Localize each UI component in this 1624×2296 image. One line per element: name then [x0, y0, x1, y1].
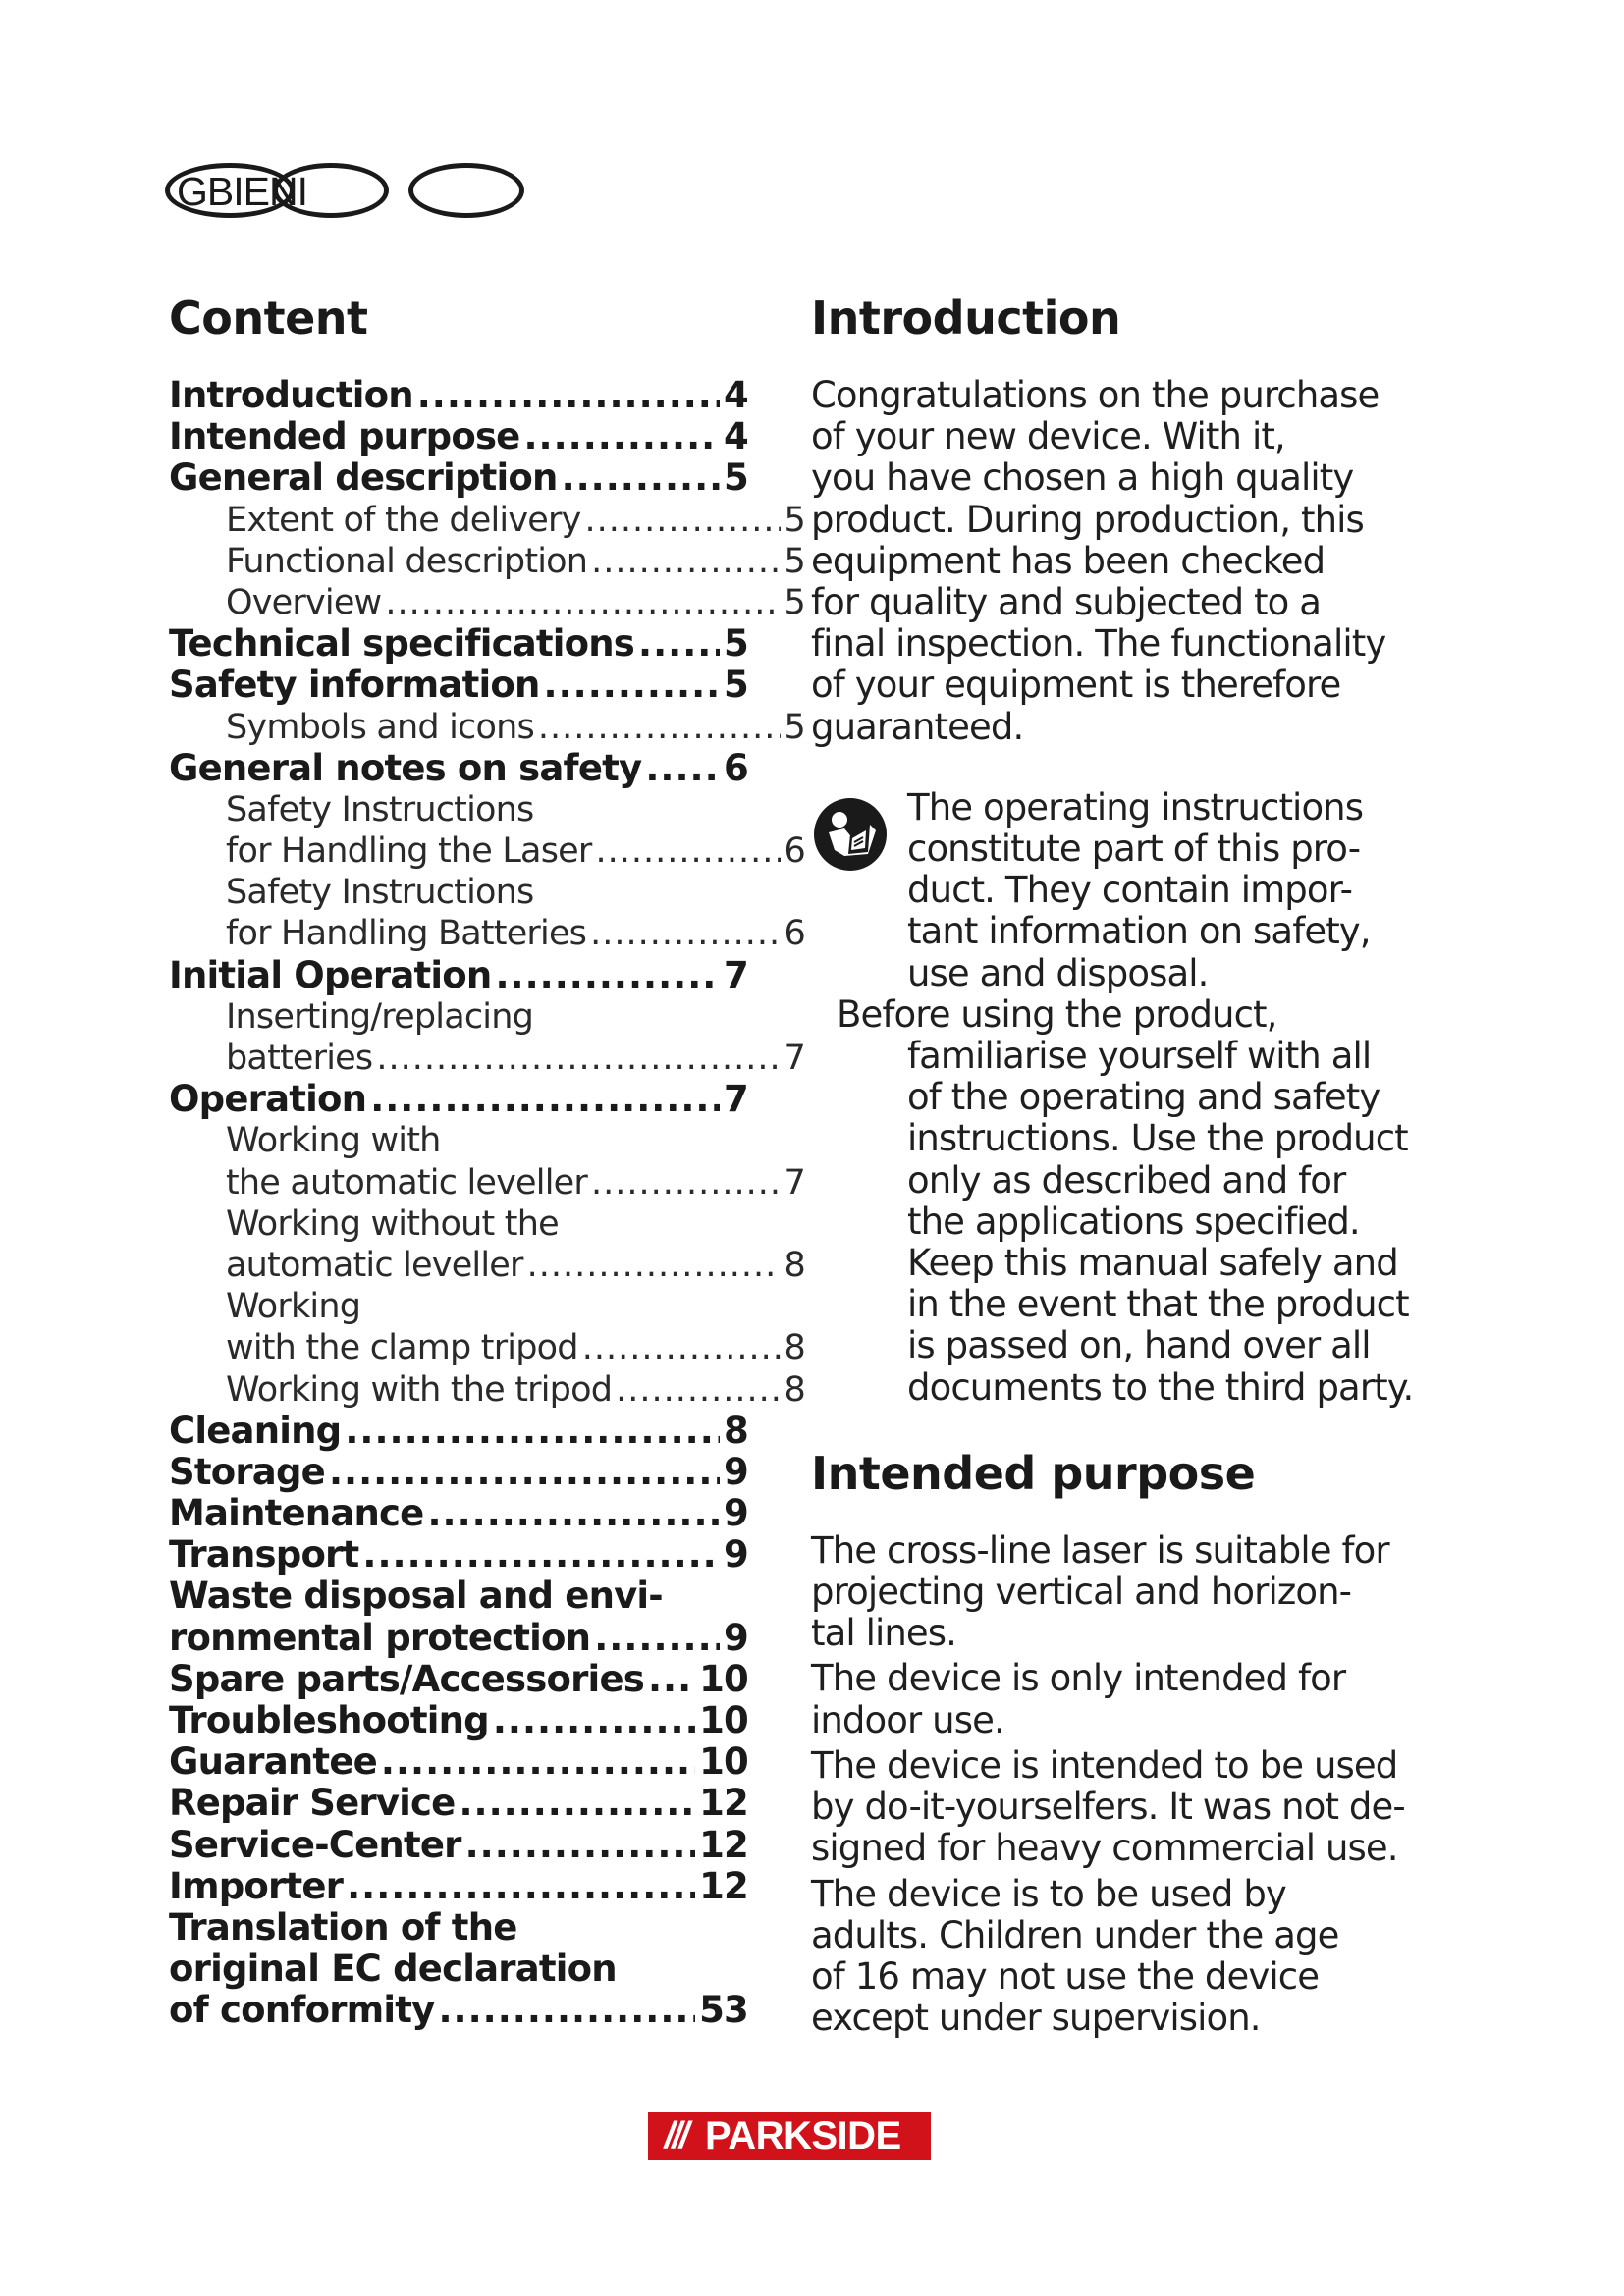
toc-leader-dots [362, 1534, 720, 1575]
toc-entry-title: General description [169, 456, 558, 500]
toc-leader-dots [523, 416, 720, 457]
toc-entry-page: 5 [784, 582, 805, 622]
text-line: only as described and for [907, 1158, 1346, 1201]
toc-leader-dots [590, 913, 780, 954]
toc-entry [169, 1783, 748, 1824]
toc-entry [169, 1659, 748, 1700]
toc-leader-dots [594, 1618, 720, 1659]
toc-entry-title: Storage [169, 1450, 325, 1493]
manual-note [811, 787, 1420, 1409]
toc-entry [169, 1038, 805, 1079]
toc-entry-page: 5 [724, 456, 748, 500]
text-line: Keep this manual safely and [907, 1242, 1398, 1285]
toc-leader-dots [345, 1411, 720, 1452]
toc-entry [169, 541, 805, 582]
toc-leader-dots [381, 1741, 695, 1783]
text-line: by do-it-yourselfers. It was not de- [811, 1786, 1405, 1829]
toc-entry-page: 8 [784, 1245, 805, 1285]
read-manual-icon [811, 795, 890, 874]
toc-entry-page: 4 [724, 415, 748, 458]
toc-entry-title: Functional description [226, 541, 588, 581]
toc-entry-title: Working with [226, 1121, 441, 1161]
parkside-logo [648, 2112, 931, 2160]
toc-entry-title: Inserting/replacing [226, 996, 534, 1037]
toc-entry-title: Extent of the delivery [226, 500, 581, 540]
toc-entry-page: 5 [724, 622, 748, 666]
text-line: duct. They contain impor- [907, 869, 1353, 912]
text-line: The operating instructions [907, 785, 1364, 828]
toc-entry-page: 9 [724, 1450, 748, 1493]
toc-entry-page: 6 [784, 914, 805, 954]
note-text-line: Before using the product, [837, 992, 1277, 1036]
toc-entry-page: 5 [784, 500, 805, 540]
toc-entry-title: Waste disposal and envi- [169, 1575, 663, 1618]
toc-entry [169, 1741, 748, 1783]
toc-leader-dots [638, 623, 720, 665]
toc-entry [169, 1452, 748, 1493]
toc-leader-dots [582, 1327, 781, 1368]
toc-entry [169, 1162, 805, 1203]
toc-entry [169, 1079, 748, 1120]
table-of-contents [169, 291, 805, 2032]
toc-leader-dots [385, 582, 780, 623]
language-badge-oval [408, 163, 524, 218]
note-text [811, 1036, 1420, 1409]
text-line: final inspection. The functionality [811, 622, 1386, 666]
toc-entry-title: of conformity [169, 1989, 435, 2032]
toc-entry [169, 1369, 805, 1411]
text-line: in the event that the product [907, 1283, 1409, 1326]
text-line: equipment has been checked [811, 539, 1326, 582]
toc-entry-title: the automatic leveller [226, 1162, 587, 1202]
toc-entry-page: 12 [699, 1864, 748, 1907]
toc-entry-title: Transport [169, 1533, 359, 1576]
toc-entry [169, 500, 805, 541]
toc-entry [169, 1493, 748, 1534]
toc-entry-title: Safety Instructions [226, 873, 534, 913]
toc-entry-title: with the clamp tripod [226, 1328, 578, 1368]
toc-entry-page: 9 [724, 1533, 748, 1576]
toc-entry [169, 416, 748, 457]
toc-leader-dots [562, 457, 720, 499]
toc-leader-dots [465, 1825, 696, 1866]
toc-leader-dots [538, 707, 781, 748]
text-line: use and disposal. [907, 951, 1209, 994]
toc-leader-dots [417, 375, 720, 416]
toc-leader-dots [616, 1369, 780, 1411]
toc-leader-dots [439, 1990, 696, 2031]
toc-entry-page: 7 [784, 1162, 805, 1202]
toc-leader-dots [591, 541, 780, 582]
toc-leader-dots [591, 1162, 781, 1203]
paragraph [811, 1530, 1420, 1655]
toc-entry-page: 7 [724, 1078, 748, 1121]
toc-entry-title: original EC declaration [169, 1948, 617, 1991]
toc-leader-dots [427, 1493, 720, 1534]
toc-entry [169, 1120, 768, 1161]
toc-leader-dots [329, 1452, 720, 1493]
toc-entry-title: Working with the tripod [226, 1369, 613, 1410]
toc-entry-page: 7 [784, 1039, 805, 1078]
toc-entry-title: Maintenance [169, 1492, 424, 1535]
text-line: The device is intended to be used [811, 1743, 1398, 1787]
toc-entry-page: 10 [699, 1740, 748, 1784]
text-line: the applications specified. [907, 1200, 1360, 1243]
toc-entry [169, 623, 748, 665]
toc-entry-title: Guarantee [169, 1740, 377, 1784]
toc-list [169, 374, 805, 2032]
toc-entry-title: Spare parts/Accessories [169, 1657, 644, 1700]
toc-entry-page: 6 [784, 831, 805, 872]
text-line: except under supervision. [811, 1997, 1261, 2040]
text-line: familiarise yourself with all [907, 1035, 1372, 1078]
toc-entry [169, 1700, 748, 1741]
toc-entry-title: for Handling Batteries [226, 914, 587, 954]
toc-entry [169, 665, 748, 706]
toc-entry-title: Intended purpose [169, 415, 520, 458]
toc-leader-dots [595, 830, 780, 872]
toc-leader-dots [459, 1783, 695, 1824]
toc-leader-dots [648, 1659, 695, 1700]
text-line: Congratulations on the purchase [811, 374, 1380, 416]
text-line: you have chosen a high quality [811, 456, 1354, 500]
toc-entry-title: Repair Service [169, 1782, 456, 1825]
toc-entry-page: 9 [724, 1616, 748, 1659]
toc-entry-title: Cleaning [169, 1409, 342, 1452]
intended-purpose-text [811, 1530, 1420, 2039]
toc-entry-title: Working [226, 1287, 361, 1327]
toc-entry-title: Overview [226, 582, 382, 622]
toc-entry-title: automatic leveller [226, 1245, 523, 1285]
text-line: product. During production, this [811, 498, 1364, 541]
toc-entry-page: 10 [699, 1657, 748, 1700]
toc-entry-title: General notes on safety [169, 746, 642, 789]
toc-entry [169, 1286, 768, 1327]
toc-leader-dots [493, 1700, 695, 1741]
toc-entry-title: Importer [169, 1864, 344, 1907]
text-line: guaranteed. [811, 705, 1024, 748]
toc-entry-title: Operation [169, 1078, 367, 1121]
text-line: indoor use. [811, 1698, 1004, 1741]
toc-entry [169, 1618, 748, 1659]
toc-entry [169, 1825, 748, 1866]
toc-leader-dots [376, 1038, 780, 1079]
toc-entry-title: Safety information [169, 664, 540, 707]
logo-brand-text: PARKSIDE [705, 2114, 901, 2158]
toc-entry [169, 1411, 748, 1452]
note-text [811, 787, 1420, 994]
toc-entry [169, 955, 748, 996]
toc-entry-title: Initial Operation [169, 953, 492, 996]
text-line: adults. Children under the age [811, 1913, 1339, 1956]
text-line: The cross-line laser is suitable for [811, 1528, 1389, 1572]
toc-entry [169, 1245, 805, 1286]
toc-entry [169, 457, 748, 499]
introduction-heading: Introduction [811, 292, 1121, 345]
toc-entry-title: ronmental protection [169, 1616, 591, 1659]
toc-leader-dots [370, 1079, 720, 1120]
toc-entry-page: 5 [784, 707, 805, 747]
toc-entry [169, 1866, 748, 1907]
toc-entry-page: 5 [724, 664, 748, 707]
toc-leader-dots [527, 1245, 781, 1286]
text-line: of your equipment is therefore [811, 664, 1341, 707]
toc-entry-page: 5 [784, 541, 805, 581]
toc-entry [169, 996, 768, 1038]
toc-entry-page: 8 [724, 1409, 748, 1452]
paragraph [811, 1874, 1420, 2040]
toc-entry-page: 7 [724, 953, 748, 996]
toc-leader-dots [347, 1866, 695, 1907]
toc-heading: Content [169, 292, 368, 345]
toc-entry-page: 10 [699, 1699, 748, 1741]
intended-purpose-heading: Intended purpose [811, 1446, 1256, 1500]
toc-entry [169, 1203, 768, 1245]
toc-entry [169, 1575, 768, 1617]
toc-entry [169, 1990, 748, 2031]
toc-entry-page: 8 [784, 1369, 805, 1410]
text-line: documents to the third party. [907, 1365, 1414, 1409]
text-line: of the operating and safety [907, 1076, 1380, 1119]
paragraph [811, 1658, 1420, 1740]
toc-entry [169, 748, 748, 789]
text-line: for quality and subjected to a [811, 581, 1322, 624]
toc-entry-title: Service-Center [169, 1823, 461, 1866]
toc-entry-title: for Handling the Laser [226, 831, 592, 872]
language-badge-text: GBIENI [177, 169, 307, 214]
toc-entry [169, 582, 805, 623]
toc-entry [169, 1907, 768, 1949]
toc-entry [169, 707, 805, 748]
right-column [811, 291, 1420, 2043]
paragraph [811, 1745, 1420, 1870]
introduction-text [811, 375, 1420, 748]
toc-entry-page: 8 [784, 1328, 805, 1368]
toc-entry-page: 12 [699, 1823, 748, 1866]
text-line: signed for heavy commercial use. [811, 1827, 1398, 1870]
toc-entry-title: batteries [226, 1039, 373, 1078]
toc-entry [169, 1327, 805, 1368]
toc-leader-dots [495, 955, 720, 996]
toc-entry-title: Symbols and icons [226, 707, 534, 747]
text-line: tant information on safety, [907, 910, 1371, 953]
text-line: of 16 may not use the device [811, 1954, 1320, 1998]
toc-entry-title: Technical specifications [169, 622, 635, 666]
language-badges [165, 157, 528, 226]
toc-entry-page: 53 [699, 1989, 748, 2032]
text-line: The device is to be used by [811, 1872, 1286, 1915]
text-line: constitute part of this pro- [907, 828, 1361, 871]
toc-entry-page: 9 [724, 1492, 748, 1535]
toc-entry [169, 789, 768, 830]
toc-entry-title: Introduction [169, 374, 413, 416]
toc-entry [169, 872, 768, 913]
text-line: tal lines. [811, 1612, 957, 1655]
toc-entry-title: Safety Instructions [226, 789, 534, 829]
text-line: projecting vertical and horizon- [811, 1571, 1352, 1614]
text-line: The device is only intended for [811, 1657, 1346, 1700]
toc-entry [169, 830, 805, 872]
toc-entry-page: 6 [724, 746, 748, 789]
toc-entry-page: 4 [724, 374, 748, 416]
toc-leader-dots [585, 500, 781, 541]
toc-entry [169, 1534, 748, 1575]
toc-entry-title: Translation of the [169, 1905, 517, 1949]
toc-entry-title: Troubleshooting [169, 1699, 489, 1741]
toc-leader-dots [544, 665, 721, 706]
text-line: is passed on, hand over all [907, 1324, 1371, 1367]
toc-entry-title: Working without the [226, 1203, 559, 1244]
text-line: of your new device. With it, [811, 415, 1285, 458]
toc-entry-page: 12 [699, 1782, 748, 1825]
logo-slashes: /// [664, 2114, 687, 2157]
toc-entry [169, 375, 748, 416]
text-line: instructions. Use the product [907, 1117, 1408, 1160]
toc-entry [169, 913, 805, 954]
toc-entry [169, 1949, 768, 1990]
toc-leader-dots [645, 748, 720, 789]
